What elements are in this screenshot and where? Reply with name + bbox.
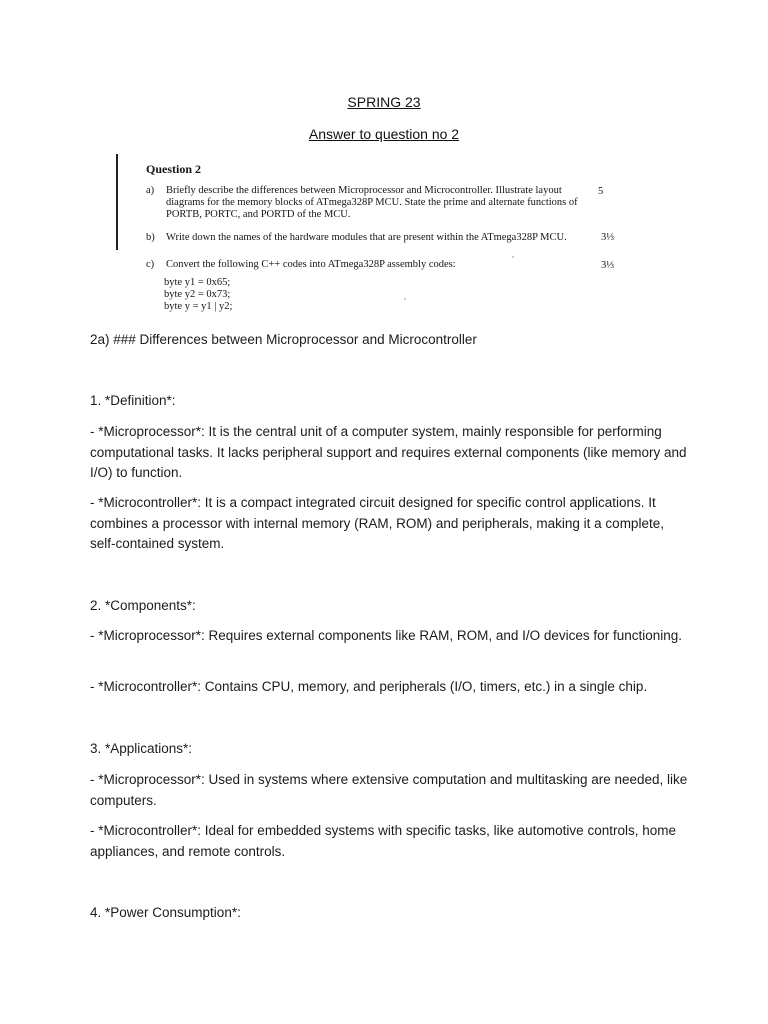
answer-intro: 2a) ### Differences between Microprocessor and Microcontroller xyxy=(90,332,477,347)
page-title: SPRING 23 xyxy=(347,94,421,110)
section-item: - *Microprocessor*: Used in systems where extensive computation and multitasking are needed, like computers. xyxy=(90,772,688,808)
scan-speck xyxy=(512,256,514,258)
section-item: - *Microprocessor*: It is the central unit of a computer system, mainly responsible for performing computational tasks. It lacks peripheral support and requires external components (like memory and I/O) to function. xyxy=(90,424,687,480)
section-item: - *Microcontroller*: Contains CPU, memory, and peripherals (I/O, timers, etc.) in a single chip. xyxy=(90,679,648,694)
section-heading: 3. *Applications*: xyxy=(90,741,193,756)
page-subtitle: Answer to question no 2 xyxy=(308,126,460,142)
code-line: byte y = y1 | y2; xyxy=(164,301,233,312)
part-label: a) xyxy=(146,185,155,196)
section-item: - *Microcontroller*: It is a compact integrated circuit designed for specific control applications. It combines a processor with internal memory (RAM, ROM) and peripherals, making it a complete, self-contained system. xyxy=(90,495,664,551)
part-marks: 3⅓ xyxy=(601,232,615,243)
part-text: Write down the names of the hardware modules that are present within the ATmega328P MCU. xyxy=(166,232,567,243)
scan-speck xyxy=(404,298,406,300)
section-heading: 1. *Definition*: xyxy=(90,393,176,408)
part-label: b) xyxy=(146,232,155,243)
code-line: byte y1 = 0x65; xyxy=(164,277,231,288)
section-heading: 4. *Power Consumption*: xyxy=(90,905,241,920)
section-item: - *Microprocessor*: Requires external components like RAM, ROM, and I/O devices for functioning. xyxy=(90,628,682,643)
section-item: - *Microcontroller*: Ideal for embedded systems with specific tasks, like automotive controls, home appliances, and remote controls. xyxy=(90,823,676,859)
scan-margin-line xyxy=(116,154,118,250)
part-marks: 3⅓ xyxy=(601,260,615,271)
part-text: Briefly describe the differences between Microprocessor and Microcontroller. Illustrate layout diagrams for the memory blocks of ATmega328P MCU. State the prime and alternate functions of PORTB, PORTC, and PORTD of the MCU. xyxy=(166,185,578,220)
section-heading: 2. *Components*: xyxy=(90,598,196,613)
question-scan-image xyxy=(112,150,632,320)
part-marks: 5 xyxy=(598,186,604,197)
part-text: Convert the following C++ codes into ATmega328P assembly codes: xyxy=(166,259,456,270)
question-title: Question 2 xyxy=(146,162,202,176)
part-label: c) xyxy=(146,259,155,270)
code-line: byte y2 = 0x73; xyxy=(164,289,231,300)
